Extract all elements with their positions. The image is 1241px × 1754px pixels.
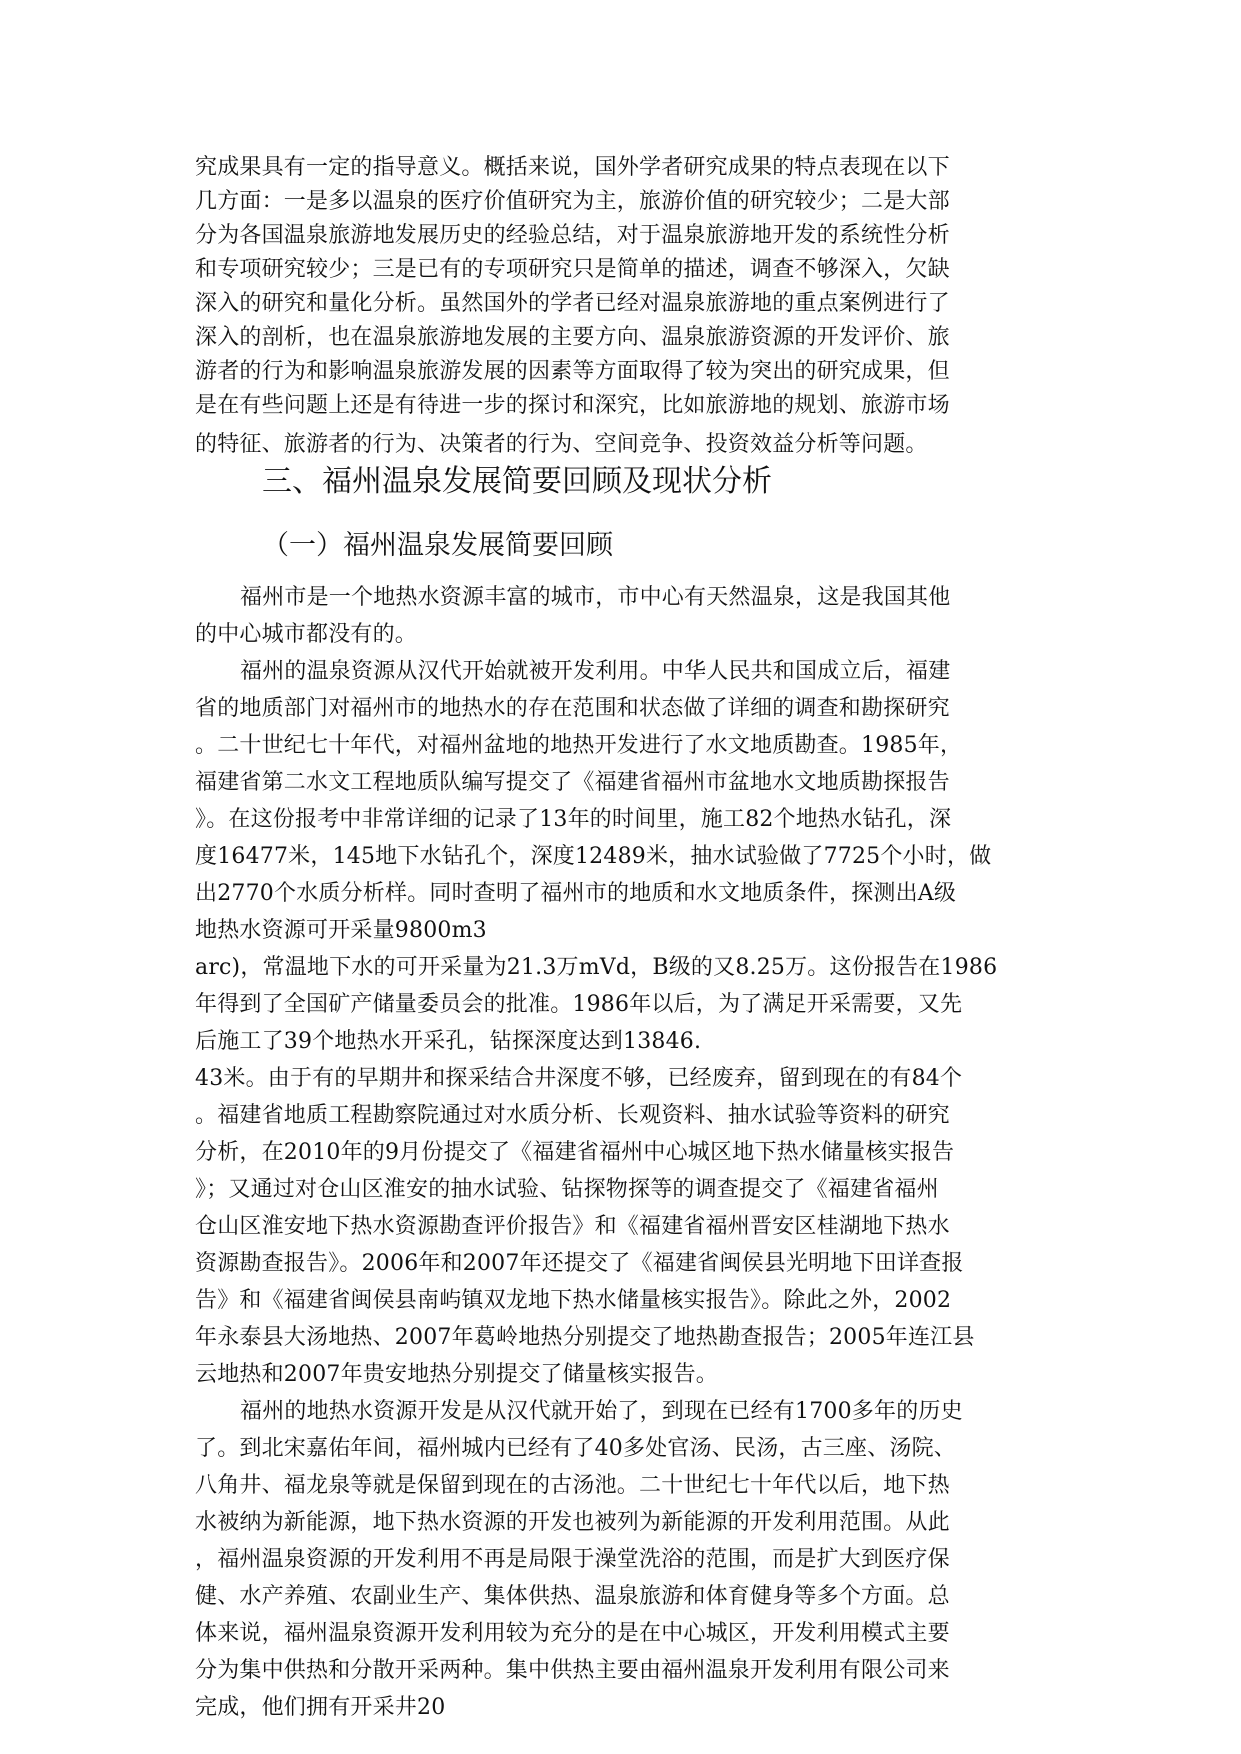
text-line: 度16477米，145地下水钻孔个，深度12489米，抽水试验做了7725个小时，做 [195, 844, 992, 869]
text-line: 。福建省地质工程勘察院通过对水质分析、长观资料、抽水试验等资料的研究 [195, 1103, 950, 1128]
text-line: 游者的行为和影响温泉旅游发展的因素等方面取得了较为突出的研究成果，但 [195, 359, 950, 384]
section-heading: 三、福州温泉发展简要回顾及现状分析 [262, 464, 772, 499]
text-line: 福州市是一个地热水资源丰富的城市，市中心有天然温泉，这是我国其他 [240, 585, 951, 610]
text-line: 水被纳为新能源，地下热水资源的开发也被列为新能源的开发利用范围。从此 [195, 1510, 950, 1535]
text-line: arc)，常温地下水的可开采量为21.3万mVd，B级的又8.25万。这份报告在1986 [195, 955, 998, 980]
text-line: 健、水产养殖、农副业生产、集体供热、温泉旅游和体育健身等多个方面。总 [195, 1584, 950, 1609]
text-line: 八角井、福龙泉等就是保留到现在的古汤池。二十世纪七十年代以后，地下热 [195, 1473, 950, 1498]
text-line: 是在有些问题上还是有待进一步的探讨和深究，比如旅游地的规划、旅游市场 [195, 393, 950, 418]
text-line: 年得到了全国矿产储量委员会的批准。1986年以后，为了满足开采需要，又先 [195, 992, 963, 1017]
text-line: 福州的温泉资源从汉代开始就被开发利用。中华人民共和国成立后，福建 [240, 659, 951, 684]
text-line: 后施工了39个地热水开采孔，钻探深度达到13846. [195, 1029, 702, 1054]
text-line: 体来说，福州温泉资源开发利用较为充分的是在中心城区，开发利用模式主要 [195, 1621, 950, 1646]
text-line: 43米。由于有的早期井和探采结合井深度不够，已经废弃，留到现在的有84个 [195, 1066, 963, 1091]
text-line: 福建省第二水文工程地质队编写提交了《福建省福州市盆地水文地质勘探报告 [195, 770, 950, 795]
text-line: 仓山区淮安地下热水资源勘查评价报告》和《福建省福州晋安区桂湖地下热水 [195, 1214, 950, 1239]
text-line: 了。到北宋嘉佑年间，福州城内已经有了40多处官汤、民汤，古三座、汤院、 [195, 1436, 956, 1461]
text-line: 完成，他们拥有开采井20 [195, 1695, 446, 1720]
text-line: 福州的地热水资源开发是从汉代就开始了，到现在已经有1700多年的历史 [240, 1399, 963, 1424]
text-line: 告》和《福建省闽侯县南屿镇双龙地下热水储量核实报告》。除此之外，2002 [195, 1288, 952, 1313]
text-line: 深入的剖析，也在温泉旅游地发展的主要方向、温泉旅游资源的开发评价、旅 [195, 325, 950, 350]
text-line: ，福州温泉资源的开发利用不再是局限于澡堂洗浴的范围，而是扩大到医疗保 [195, 1547, 950, 1572]
text-line: 》；又通过对仓山区淮安的抽水试验、钻探物探等的调查提交了《福建省福州 [195, 1177, 939, 1202]
text-line: 分为各国温泉旅游地发展历史的经验总结，对于温泉旅游地开发的系统性分析 [195, 223, 950, 248]
text-line: 地热水资源可开采量9800m3 [195, 918, 487, 943]
text-line: 年永泰县大汤地热、2007年葛岭地热分别提交了地热勘查报告；2005年连江县 [195, 1325, 975, 1350]
text-line: 分析，在2010年的9月份提交了《福建省福州中心城区地下热水储量核实报告 [195, 1140, 955, 1165]
text-line: 分为集中供热和分散开采两种。集中供热主要由福州温泉开发利用有限公司来 [195, 1658, 950, 1683]
text-line: 的中心城市都没有的。 [195, 622, 418, 647]
text-line: 和专项研究较少；三是已有的专项研究只是简单的描述，调查不够深入，欠缺 [195, 257, 950, 282]
text-line: 究成果具有一定的指导意义。概括来说，国外学者研究成果的特点表现在以下 [195, 155, 950, 180]
text-line: 云地热和2007年贵安地热分别提交了储量核实报告。 [195, 1362, 718, 1387]
text-line: 出2770个水质分析样。同时查明了福州市的地质和水文地质条件，探测出A级 [195, 881, 957, 906]
text-line: 几方面：一是多以温泉的医疗价值研究为主，旅游价值的研究较少；二是大部 [195, 189, 950, 214]
text-line: 省的地质部门对福州市的地热水的存在范围和状态做了详细的调查和勘探研究 [195, 696, 950, 721]
text-line: 》。在这份报考中非常详细的记录了13年的时间里，施工82个地热水钻孔，深 [195, 807, 952, 832]
text-line: 深入的研究和量化分析。虽然国外的学者已经对温泉旅游地的重点案例进行了 [195, 291, 950, 316]
text-line: 资源勘查报告》。2006年和2007年还提交了《福建省闽侯县光明地下田详查报 [195, 1251, 964, 1276]
subsection-heading: （一）福州温泉发展简要回顾 [262, 530, 613, 561]
text-line: 的特征、旅游者的行为、决策者的行为、空间竞争、投资效益分析等问题。 [195, 432, 928, 457]
text-line: 。二十世纪七十年代，对福州盆地的地热开发进行了水文地质勘查。1985年， [195, 733, 963, 758]
